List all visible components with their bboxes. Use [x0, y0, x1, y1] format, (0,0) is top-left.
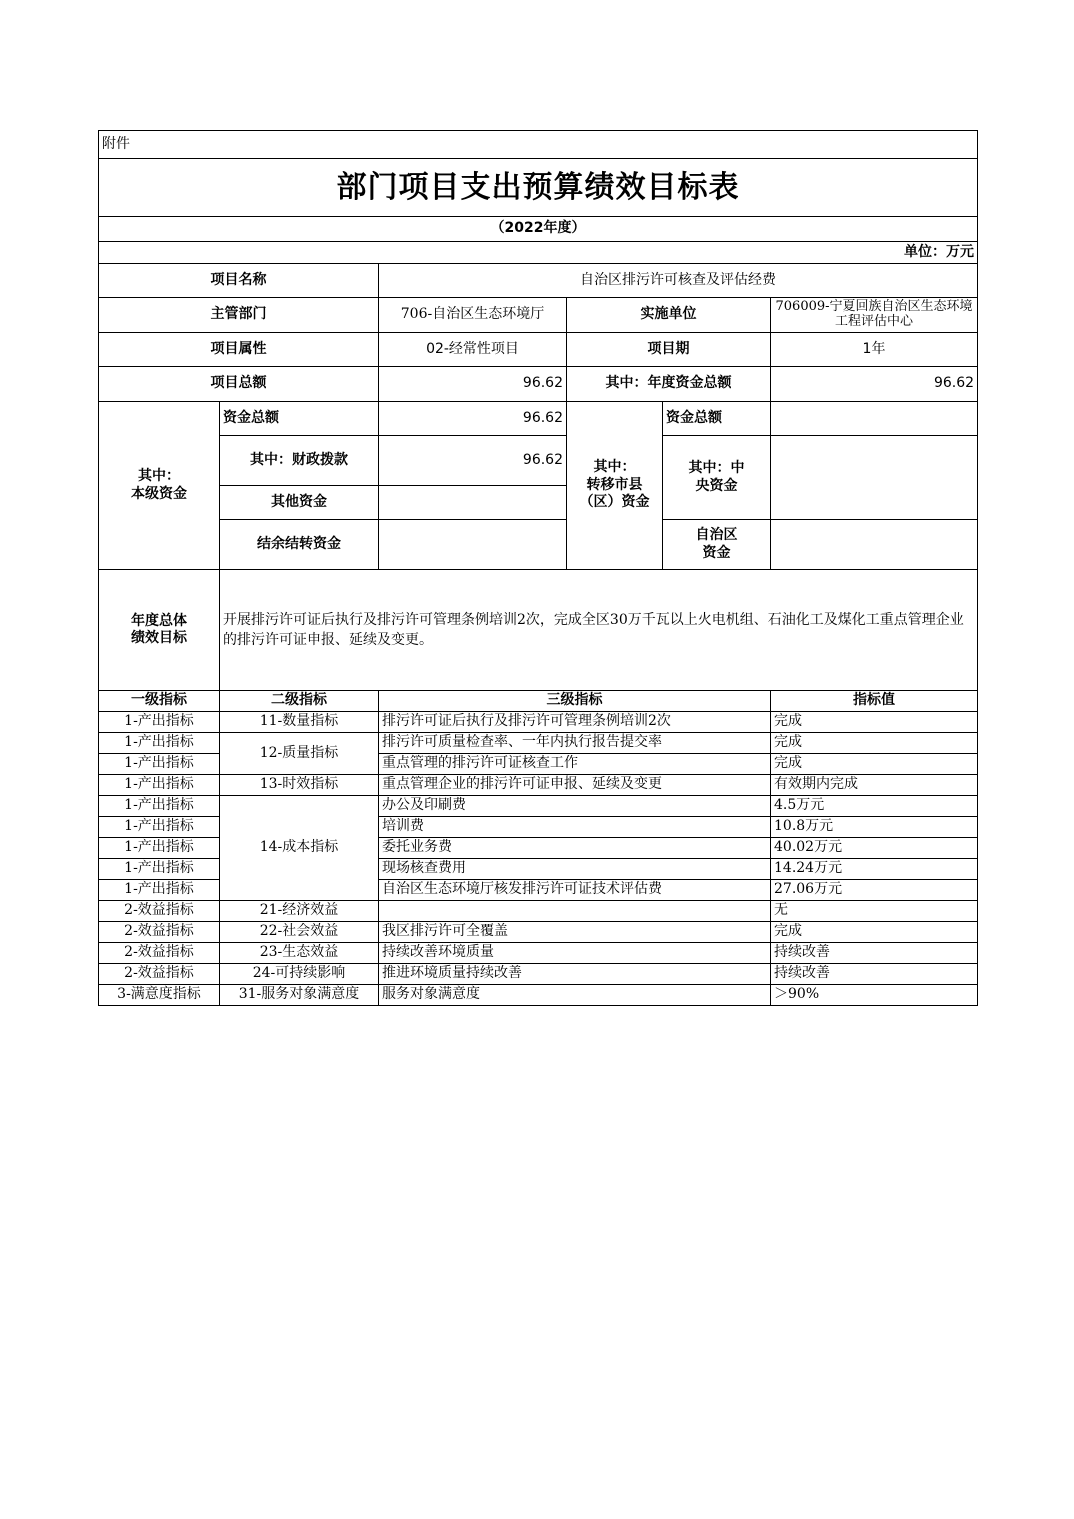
value-cell: 40.02万元	[771, 838, 978, 859]
level3-cell: 现场核查费用	[379, 859, 771, 880]
region-funds-label: 自治区 资金	[663, 520, 771, 570]
carryover-funds-label: 结余结转资金	[220, 520, 379, 570]
value-cell: 持续改善	[771, 943, 978, 964]
value-cell: 完成	[771, 922, 978, 943]
project-total-value: 96.62	[379, 367, 567, 402]
value-cell: 4.5万元	[771, 796, 978, 817]
table-row	[99, 901, 978, 922]
table-row	[99, 985, 978, 1006]
level3-cell: 排污许可证后执行及排污许可管理条例培训2次	[379, 712, 771, 733]
value-cell: 完成	[771, 733, 978, 754]
attachment-label: 附件	[99, 131, 978, 159]
fiscal-year: （2022年度）	[99, 217, 978, 242]
level1-cell: 2-效益指标	[99, 901, 220, 922]
value-cell: 10.8万元	[771, 817, 978, 838]
page-title: 部门项目支出预算绩效目标表	[99, 159, 978, 217]
central-funds-label: 其中：中 央资金	[663, 436, 771, 520]
local-total-value: 96.62	[379, 402, 567, 436]
level1-cell: 2-效益指标	[99, 964, 220, 985]
level3-cell: 排污许可质量检查率、一年内执行报告提交率	[379, 733, 771, 754]
annual-goal-text: 开展排污许可证后执行及排污许可管理条例培训2次，完成全区30万千瓦以上火电机组、石油化工及煤化工重点管理企业的排污许可证申报、延续及变更。	[220, 570, 978, 691]
project-attr-label: 项目属性	[99, 333, 379, 367]
level1-cell: 1-产出指标	[99, 775, 220, 796]
level3-cell: 重点管理的排污许可证核查工作	[379, 754, 771, 775]
value-cell: 无	[771, 901, 978, 922]
value-cell: 27.06万元	[771, 880, 978, 901]
other-funds-label: 其他资金	[220, 486, 379, 520]
value-cell: 完成	[771, 754, 978, 775]
level2-cell: 11-数量指标	[220, 712, 379, 733]
project-period-label: 项目期	[567, 333, 771, 367]
annual-total-label: 其中：年度资金总额	[567, 367, 771, 402]
level3-cell: 我区排污许可全覆盖	[379, 922, 771, 943]
level3-cell: 自治区生态环境厅核发排污许可证技术评估费	[379, 880, 771, 901]
value-cell: 完成	[771, 712, 978, 733]
table-row	[99, 796, 978, 817]
project-total-label: 项目总额	[99, 367, 379, 402]
header-level2: 二级指标	[220, 691, 379, 712]
table-row	[99, 775, 978, 796]
level1-cell: 1-产出指标	[99, 838, 220, 859]
table-row	[99, 922, 978, 943]
header-value: 指标值	[771, 691, 978, 712]
value-cell: 持续改善	[771, 964, 978, 985]
value-cell: 有效期内完成	[771, 775, 978, 796]
performance-table	[98, 130, 978, 1006]
table-row	[99, 712, 978, 733]
table-row	[99, 733, 978, 754]
value-cell: ＞90%	[771, 985, 978, 1006]
fiscal-allocation-label: 其中：财政拨款	[220, 436, 379, 486]
annual-goal-label: 年度总体 绩效目标	[99, 570, 220, 691]
region-funds-value	[771, 520, 978, 570]
unit-label: 单位：万元	[99, 242, 978, 264]
level2-cell: 13-时效指标	[220, 775, 379, 796]
annual-total-value: 96.62	[771, 367, 978, 402]
header-level3: 三级指标	[379, 691, 771, 712]
level2-cell: 22-社会效益	[220, 922, 379, 943]
level2-cell: 23-生态效益	[220, 943, 379, 964]
level3-cell	[379, 901, 771, 922]
level1-cell: 2-效益指标	[99, 943, 220, 964]
project-attr-value: 02-经常性项目	[379, 333, 567, 367]
transfer-funds-label: 其中： 转移市县 （区）资金	[567, 402, 663, 570]
level2-cell: 14-成本指标	[220, 796, 379, 901]
level3-cell: 服务对象满意度	[379, 985, 771, 1006]
fiscal-allocation-value: 96.62	[379, 436, 567, 486]
project-name-label: 项目名称	[99, 264, 379, 298]
header-level1: 一级指标	[99, 691, 220, 712]
transfer-total-value	[771, 402, 978, 436]
dept-label: 主管部门	[99, 298, 379, 333]
impl-unit-label: 实施单位	[567, 298, 771, 333]
level3-cell: 培训费	[379, 817, 771, 838]
level3-cell: 重点管理企业的排污许可证申报、延续及变更	[379, 775, 771, 796]
level1-cell: 1-产出指标	[99, 796, 220, 817]
level1-cell: 1-产出指标	[99, 712, 220, 733]
project-name-value: 自治区排污许可核查及评估经费	[379, 264, 978, 298]
level1-cell: 1-产出指标	[99, 859, 220, 880]
budget-sheet	[98, 130, 977, 1006]
impl-unit-value: 706009-宁夏回族自治区生态环境工程评估中心	[771, 298, 978, 333]
central-funds-value	[771, 436, 978, 520]
table-row	[99, 943, 978, 964]
level1-cell: 1-产出指标	[99, 754, 220, 775]
level3-cell: 委托业务费	[379, 838, 771, 859]
dept-value: 706-自治区生态环境厅	[379, 298, 567, 333]
level2-cell: 31-服务对象满意度	[220, 985, 379, 1006]
level2-cell: 21-经济效益	[220, 901, 379, 922]
level1-cell: 2-效益指标	[99, 922, 220, 943]
project-period-value: 1年	[771, 333, 978, 367]
level1-cell: 1-产出指标	[99, 817, 220, 838]
transfer-total-label: 资金总额	[663, 402, 771, 436]
local-total-label: 资金总额	[220, 402, 379, 436]
level3-cell: 推进环境质量持续改善	[379, 964, 771, 985]
other-funds-value	[379, 486, 567, 520]
level1-cell: 3-满意度指标	[99, 985, 220, 1006]
carryover-funds-value	[379, 520, 567, 570]
level1-cell: 1-产出指标	[99, 733, 220, 754]
table-row	[99, 964, 978, 985]
level3-cell: 办公及印刷费	[379, 796, 771, 817]
level2-cell: 12-质量指标	[220, 733, 379, 775]
level2-cell: 24-可持续影响	[220, 964, 379, 985]
local-funds-label: 其中： 本级资金	[99, 402, 220, 570]
level3-cell: 持续改善环境质量	[379, 943, 771, 964]
value-cell: 14.24万元	[771, 859, 978, 880]
level1-cell: 1-产出指标	[99, 880, 220, 901]
